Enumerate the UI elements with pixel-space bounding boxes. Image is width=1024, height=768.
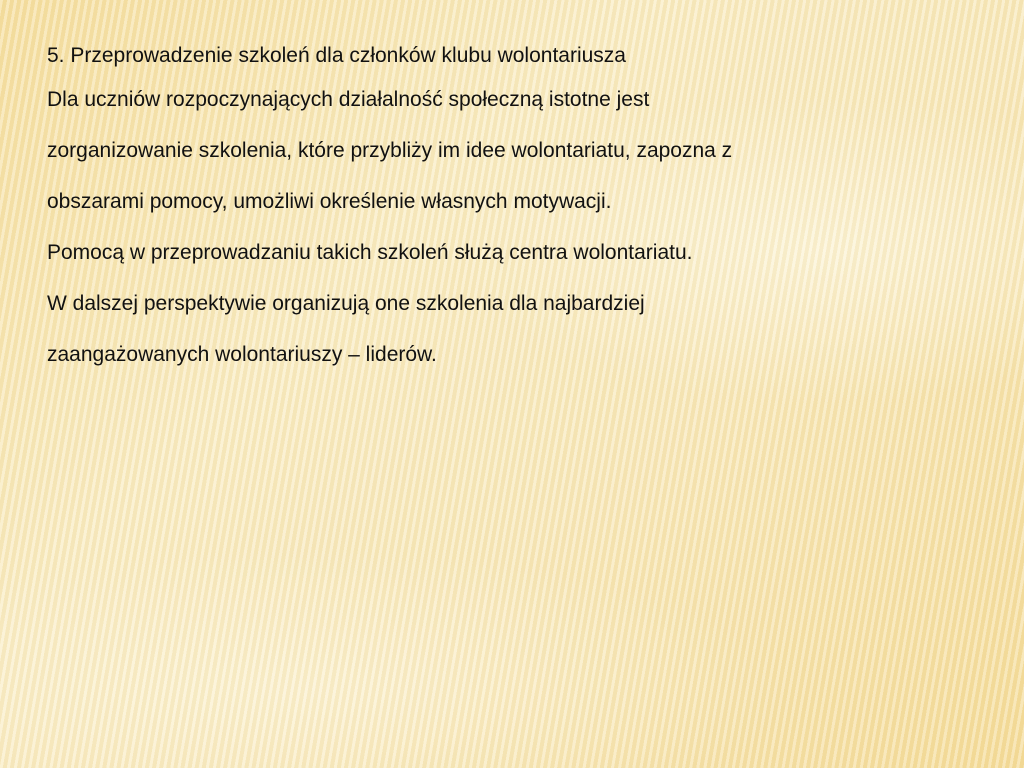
slide-text-body [47, 36, 987, 380]
text-line-2: zorganizowanie szkolenia, które przybliży im idee wolontariatu, zapozna z [47, 139, 733, 162]
text-line-3: obszarami pomocy, umożliwi określenie własnych motywacji. [47, 190, 612, 213]
text-line-4: Pomocą w przeprowadzaniu takich szkoleń służą centra wolontariatu. [47, 241, 693, 264]
text-line-1: Dla uczniów rozpoczynających działalność społeczną istotne jest [47, 88, 650, 111]
text-line-6: zaangażowanych wolontariuszy – liderów. [47, 343, 437, 366]
text-line-5: W dalszej perspektywie organizują one szkolenia dla najbardziej [47, 292, 645, 315]
slide-heading: 5. Przeprowadzenie szkoleń dla członków klubu wolontariusza [47, 44, 626, 67]
